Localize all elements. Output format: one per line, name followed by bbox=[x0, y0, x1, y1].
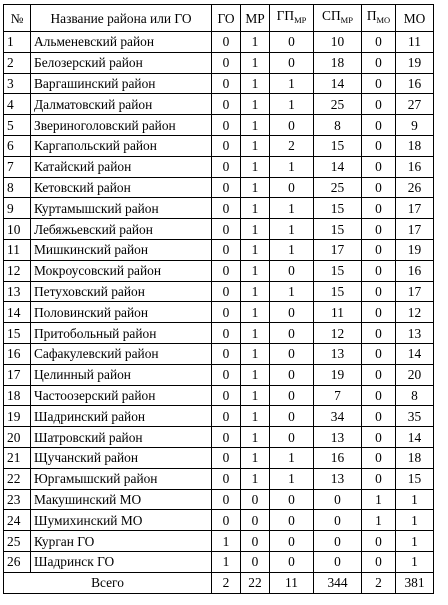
row-go: 0 bbox=[212, 219, 241, 240]
row-mo: 16 bbox=[396, 260, 434, 281]
header-go: ГО bbox=[212, 5, 241, 32]
row-mr: 0 bbox=[241, 531, 270, 552]
row-gp: 1 bbox=[270, 156, 314, 177]
header-gp bbox=[270, 5, 314, 32]
row-number: 16 bbox=[4, 343, 31, 364]
row-name: Шадринск ГО bbox=[31, 551, 212, 572]
row-go: 0 bbox=[212, 135, 241, 156]
row-name: Кетовский район bbox=[31, 177, 212, 198]
header-p-sub: МО bbox=[376, 15, 391, 25]
row-mo: 14 bbox=[396, 427, 434, 448]
row-sp: 0 bbox=[314, 551, 362, 572]
row-gp: 0 bbox=[270, 260, 314, 281]
row-number: 19 bbox=[4, 406, 31, 427]
row-mr: 1 bbox=[241, 177, 270, 198]
row-number: 13 bbox=[4, 281, 31, 302]
table-row bbox=[4, 32, 434, 53]
row-sp: 14 bbox=[314, 156, 362, 177]
row-mo: 15 bbox=[396, 468, 434, 489]
row-go: 0 bbox=[212, 156, 241, 177]
row-p: 0 bbox=[362, 385, 396, 406]
row-go: 0 bbox=[212, 260, 241, 281]
row-name: Юргамышский район bbox=[31, 468, 212, 489]
row-gp: 1 bbox=[270, 239, 314, 260]
row-gp: 1 bbox=[270, 219, 314, 240]
row-sp: 13 bbox=[314, 427, 362, 448]
table-row bbox=[4, 219, 434, 240]
row-mo: 27 bbox=[396, 94, 434, 115]
row-p: 0 bbox=[362, 52, 396, 73]
row-gp: 0 bbox=[270, 510, 314, 531]
row-p: 0 bbox=[362, 73, 396, 94]
row-sp: 11 bbox=[314, 302, 362, 323]
row-mo: 18 bbox=[396, 135, 434, 156]
row-number: 2 bbox=[4, 52, 31, 73]
row-sp: 15 bbox=[314, 219, 362, 240]
row-name: Катайский район bbox=[31, 156, 212, 177]
row-p: 0 bbox=[362, 156, 396, 177]
row-name: Частоозерский район bbox=[31, 385, 212, 406]
row-number: 26 bbox=[4, 551, 31, 572]
row-name: Целинный район bbox=[31, 364, 212, 385]
row-mo: 19 bbox=[396, 52, 434, 73]
row-go: 0 bbox=[212, 343, 241, 364]
total-mr: 22 bbox=[241, 572, 270, 593]
total-go: 2 bbox=[212, 572, 241, 593]
row-sp: 19 bbox=[314, 364, 362, 385]
row-sp: 8 bbox=[314, 115, 362, 136]
total-gp: 11 bbox=[270, 572, 314, 593]
row-go: 0 bbox=[212, 239, 241, 260]
row-sp: 17 bbox=[314, 239, 362, 260]
row-go: 1 bbox=[212, 551, 241, 572]
row-sp: 16 bbox=[314, 447, 362, 468]
row-name: Каргапольский район bbox=[31, 135, 212, 156]
header-gp-sub: МР bbox=[294, 15, 307, 25]
row-number: 20 bbox=[4, 427, 31, 448]
header-row bbox=[4, 5, 434, 32]
row-go: 0 bbox=[212, 198, 241, 219]
row-p: 0 bbox=[362, 239, 396, 260]
row-gp: 0 bbox=[270, 302, 314, 323]
row-name: Половинский район bbox=[31, 302, 212, 323]
table-row bbox=[4, 52, 434, 73]
row-gp: 1 bbox=[270, 447, 314, 468]
row-p: 0 bbox=[362, 468, 396, 489]
row-mr: 1 bbox=[241, 156, 270, 177]
row-gp: 0 bbox=[270, 551, 314, 572]
table-row bbox=[4, 239, 434, 260]
row-sp: 0 bbox=[314, 531, 362, 552]
row-sp: 34 bbox=[314, 406, 362, 427]
row-gp: 0 bbox=[270, 406, 314, 427]
row-mo: 17 bbox=[396, 281, 434, 302]
row-p: 0 bbox=[362, 323, 396, 344]
row-gp: 1 bbox=[270, 281, 314, 302]
row-gp: 1 bbox=[270, 94, 314, 115]
row-mr: 1 bbox=[241, 115, 270, 136]
row-gp: 0 bbox=[270, 52, 314, 73]
row-mr: 1 bbox=[241, 219, 270, 240]
row-number: 12 bbox=[4, 260, 31, 281]
row-gp: 0 bbox=[270, 343, 314, 364]
row-mo: 19 bbox=[396, 239, 434, 260]
row-mr: 1 bbox=[241, 343, 270, 364]
row-gp: 0 bbox=[270, 32, 314, 53]
row-sp: 7 bbox=[314, 385, 362, 406]
row-sp: 0 bbox=[314, 489, 362, 510]
row-name: Шадринский район bbox=[31, 406, 212, 427]
row-mr: 1 bbox=[241, 198, 270, 219]
row-sp: 12 bbox=[314, 323, 362, 344]
row-number: 23 bbox=[4, 489, 31, 510]
row-p: 0 bbox=[362, 198, 396, 219]
row-sp: 15 bbox=[314, 198, 362, 219]
table-row bbox=[4, 260, 434, 281]
row-sp: 13 bbox=[314, 468, 362, 489]
row-p: 1 bbox=[362, 510, 396, 531]
row-mo: 18 bbox=[396, 447, 434, 468]
header-mr: МР bbox=[241, 5, 270, 32]
table-row bbox=[4, 94, 434, 115]
header-gp-main: ГП bbox=[276, 8, 295, 23]
row-name: Притобольный район bbox=[31, 323, 212, 344]
row-number: 10 bbox=[4, 219, 31, 240]
row-sp: 0 bbox=[314, 510, 362, 531]
table-row bbox=[4, 115, 434, 136]
row-mr: 1 bbox=[241, 135, 270, 156]
row-p: 0 bbox=[362, 343, 396, 364]
row-go: 0 bbox=[212, 364, 241, 385]
row-name: Курган ГО bbox=[31, 531, 212, 552]
table-row bbox=[4, 510, 434, 531]
row-p: 0 bbox=[362, 364, 396, 385]
row-number: 24 bbox=[4, 510, 31, 531]
header-mo: МО bbox=[396, 5, 434, 32]
row-mo: 8 bbox=[396, 385, 434, 406]
table-row bbox=[4, 447, 434, 468]
row-mr: 1 bbox=[241, 468, 270, 489]
row-mr: 1 bbox=[241, 239, 270, 260]
row-mr: 0 bbox=[241, 551, 270, 572]
row-mo: 20 bbox=[396, 364, 434, 385]
row-mr: 1 bbox=[241, 323, 270, 344]
row-gp: 1 bbox=[270, 73, 314, 94]
header-p bbox=[362, 5, 396, 32]
row-mr: 1 bbox=[241, 447, 270, 468]
row-p: 0 bbox=[362, 177, 396, 198]
row-mo: 1 bbox=[396, 489, 434, 510]
table-row bbox=[4, 302, 434, 323]
header-p-main: П bbox=[366, 8, 377, 23]
row-p: 0 bbox=[362, 447, 396, 468]
total-p: 2 bbox=[362, 572, 396, 593]
row-p: 0 bbox=[362, 135, 396, 156]
table-body bbox=[4, 32, 434, 573]
row-p: 0 bbox=[362, 281, 396, 302]
row-p: 0 bbox=[362, 427, 396, 448]
table-row bbox=[4, 156, 434, 177]
row-name: Макушинский МО bbox=[31, 489, 212, 510]
row-p: 0 bbox=[362, 94, 396, 115]
row-go: 0 bbox=[212, 385, 241, 406]
table-row bbox=[4, 364, 434, 385]
row-name: Далматовский район bbox=[31, 94, 212, 115]
row-sp: 25 bbox=[314, 177, 362, 198]
row-sp: 25 bbox=[314, 94, 362, 115]
row-p: 0 bbox=[362, 531, 396, 552]
row-go: 0 bbox=[212, 302, 241, 323]
row-name: Белозерский район bbox=[31, 52, 212, 73]
table-row bbox=[4, 198, 434, 219]
row-mr: 0 bbox=[241, 510, 270, 531]
row-name: Щучанский район bbox=[31, 447, 212, 468]
row-name: Мишкинский район bbox=[31, 239, 212, 260]
row-mo: 35 bbox=[396, 406, 434, 427]
row-sp: 14 bbox=[314, 73, 362, 94]
row-number: 22 bbox=[4, 468, 31, 489]
row-name: Сафакулевский район bbox=[31, 343, 212, 364]
row-name: Куртамышский район bbox=[31, 198, 212, 219]
row-go: 0 bbox=[212, 447, 241, 468]
row-sp: 18 bbox=[314, 52, 362, 73]
row-gp: 0 bbox=[270, 364, 314, 385]
header-sp bbox=[314, 5, 362, 32]
row-number: 11 bbox=[4, 239, 31, 260]
row-p: 0 bbox=[362, 115, 396, 136]
row-number: 15 bbox=[4, 323, 31, 344]
row-sp: 10 bbox=[314, 32, 362, 53]
row-number: 6 bbox=[4, 135, 31, 156]
row-name: Варгашинский район bbox=[31, 73, 212, 94]
row-go: 0 bbox=[212, 73, 241, 94]
row-name: Лебяжьевский район bbox=[31, 219, 212, 240]
row-mr: 1 bbox=[241, 281, 270, 302]
row-p: 0 bbox=[362, 406, 396, 427]
row-mo: 12 bbox=[396, 302, 434, 323]
row-mr: 1 bbox=[241, 427, 270, 448]
table-row bbox=[4, 489, 434, 510]
row-go: 0 bbox=[212, 281, 241, 302]
row-name: Шатровский район bbox=[31, 427, 212, 448]
total-mo: 381 bbox=[396, 572, 434, 593]
row-go: 0 bbox=[212, 177, 241, 198]
row-mr: 1 bbox=[241, 94, 270, 115]
row-mr: 1 bbox=[241, 32, 270, 53]
row-sp: 13 bbox=[314, 343, 362, 364]
row-name: Звериноголовский район bbox=[31, 115, 212, 136]
row-mr: 1 bbox=[241, 52, 270, 73]
row-gp: 0 bbox=[270, 489, 314, 510]
row-number: 5 bbox=[4, 115, 31, 136]
header-number: № bbox=[4, 5, 31, 32]
row-gp: 0 bbox=[270, 323, 314, 344]
table-row bbox=[4, 281, 434, 302]
table-row bbox=[4, 551, 434, 572]
row-number: 8 bbox=[4, 177, 31, 198]
row-go: 1 bbox=[212, 531, 241, 552]
row-number: 7 bbox=[4, 156, 31, 177]
row-p: 0 bbox=[362, 260, 396, 281]
row-sp: 15 bbox=[314, 281, 362, 302]
row-go: 0 bbox=[212, 94, 241, 115]
row-number: 17 bbox=[4, 364, 31, 385]
row-go: 0 bbox=[212, 52, 241, 73]
row-sp: 15 bbox=[314, 135, 362, 156]
row-mr: 1 bbox=[241, 302, 270, 323]
row-mo: 14 bbox=[396, 343, 434, 364]
row-mo: 16 bbox=[396, 73, 434, 94]
row-gp: 0 bbox=[270, 385, 314, 406]
table-row bbox=[4, 177, 434, 198]
row-gp: 1 bbox=[270, 468, 314, 489]
row-name: Альменевский район bbox=[31, 32, 212, 53]
row-name: Шумихинский МО bbox=[31, 510, 212, 531]
row-number: 21 bbox=[4, 447, 31, 468]
row-p: 0 bbox=[362, 302, 396, 323]
row-number: 25 bbox=[4, 531, 31, 552]
header-name: Название района или ГО bbox=[31, 5, 212, 32]
row-number: 18 bbox=[4, 385, 31, 406]
total-row bbox=[4, 572, 434, 593]
row-go: 0 bbox=[212, 115, 241, 136]
row-mo: 9 bbox=[396, 115, 434, 136]
row-mr: 0 bbox=[241, 489, 270, 510]
total-sp: 344 bbox=[314, 572, 362, 593]
table-row bbox=[4, 406, 434, 427]
row-p: 0 bbox=[362, 551, 396, 572]
row-mr: 1 bbox=[241, 364, 270, 385]
row-number: 1 bbox=[4, 32, 31, 53]
row-p: 0 bbox=[362, 219, 396, 240]
row-go: 0 bbox=[212, 427, 241, 448]
row-gp: 0 bbox=[270, 115, 314, 136]
row-gp: 0 bbox=[270, 531, 314, 552]
row-sp: 15 bbox=[314, 260, 362, 281]
row-mr: 1 bbox=[241, 406, 270, 427]
row-mo: 16 bbox=[396, 156, 434, 177]
row-mr: 1 bbox=[241, 260, 270, 281]
row-mo: 26 bbox=[396, 177, 434, 198]
row-number: 9 bbox=[4, 198, 31, 219]
row-mo: 13 bbox=[396, 323, 434, 344]
row-number: 4 bbox=[4, 94, 31, 115]
row-number: 3 bbox=[4, 73, 31, 94]
row-go: 0 bbox=[212, 406, 241, 427]
row-mo: 1 bbox=[396, 551, 434, 572]
row-gp: 0 bbox=[270, 177, 314, 198]
row-p: 1 bbox=[362, 489, 396, 510]
row-name: Мокроусовский район bbox=[31, 260, 212, 281]
row-name: Петуховский район bbox=[31, 281, 212, 302]
row-number: 14 bbox=[4, 302, 31, 323]
row-go: 0 bbox=[212, 32, 241, 53]
row-mr: 1 bbox=[241, 73, 270, 94]
row-go: 0 bbox=[212, 489, 241, 510]
row-go: 0 bbox=[212, 323, 241, 344]
row-mo: 1 bbox=[396, 531, 434, 552]
header-sp-main: СП bbox=[322, 8, 341, 23]
row-mo: 11 bbox=[396, 32, 434, 53]
table-row bbox=[4, 73, 434, 94]
row-go: 0 bbox=[212, 510, 241, 531]
table-row bbox=[4, 427, 434, 448]
header-sp-sub: МР bbox=[340, 15, 353, 25]
row-gp: 0 bbox=[270, 427, 314, 448]
row-go: 0 bbox=[212, 468, 241, 489]
row-gp: 1 bbox=[270, 198, 314, 219]
row-mo: 17 bbox=[396, 198, 434, 219]
total-label: Всего bbox=[4, 572, 212, 593]
row-gp: 2 bbox=[270, 135, 314, 156]
table-row bbox=[4, 531, 434, 552]
row-mr: 1 bbox=[241, 385, 270, 406]
table-row bbox=[4, 468, 434, 489]
row-mo: 1 bbox=[396, 510, 434, 531]
table-row bbox=[4, 323, 434, 344]
table-row bbox=[4, 385, 434, 406]
row-mo: 17 bbox=[396, 219, 434, 240]
table-row bbox=[4, 343, 434, 364]
municipalities-table bbox=[3, 4, 434, 594]
table-row bbox=[4, 135, 434, 156]
row-p: 0 bbox=[362, 32, 396, 53]
